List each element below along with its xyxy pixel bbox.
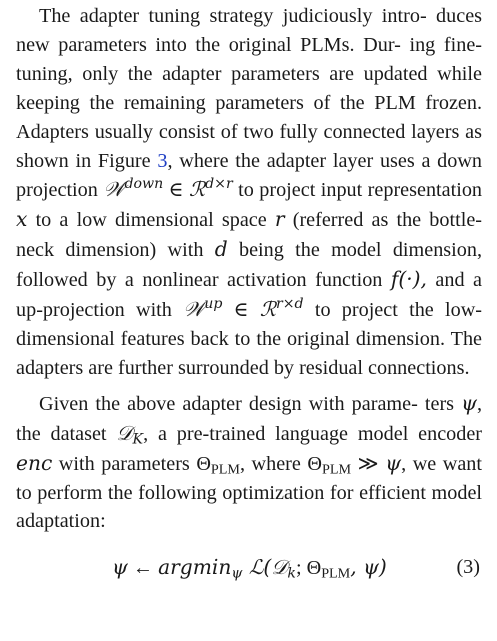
equation-3 <box>16 550 482 584</box>
text-line: updated while keeping the remaining parameters <box>16 62 482 114</box>
math-subscript: K <box>132 431 144 448</box>
math-argmin: argmin <box>158 555 232 580</box>
text-fragment: to project input representation <box>232 179 483 202</box>
text-line: where the adapter layer uses a down projection <box>16 149 483 202</box>
math-variable: r <box>274 207 285 232</box>
math-subscript: PLM <box>321 565 351 582</box>
math-separator: ; <box>295 557 307 580</box>
math-superscript: up <box>204 296 223 313</box>
math-theta: Θ <box>307 452 322 475</box>
math-theta: Θ <box>306 557 322 580</box>
math-subscript: ψ <box>231 565 243 582</box>
math-variable: x <box>16 207 28 232</box>
math-in-symbol: ∈ <box>163 179 189 202</box>
math-w-symbol: 𝒲 <box>183 297 205 322</box>
math-psi: ψ <box>461 390 477 415</box>
equation-body <box>112 550 387 585</box>
text-fragment: neck dimension) with <box>16 239 215 262</box>
text-fragment: , where <box>239 452 301 475</box>
text-fragment: , <box>167 149 173 172</box>
math-superscript: r×d <box>275 296 304 313</box>
math-r-symbol: ℛ <box>188 177 206 202</box>
math-dataset-symbol: 𝒟 <box>116 420 133 445</box>
text-line: the low-dimensional features back to the original <box>16 299 482 350</box>
text-fragment: , a pre-trained language <box>143 422 348 445</box>
math-fragment: , ψ) <box>350 555 387 580</box>
math-theta: Θ <box>196 452 211 475</box>
math-dataset-symbol: 𝒟 <box>271 555 288 580</box>
math-w-symbol: 𝒲 <box>103 177 125 202</box>
text-fragment: (referred as the bottle- <box>284 209 482 232</box>
text-fragment: , the dataset <box>16 392 482 445</box>
figure-reference-link[interactable]: 3 <box>157 149 168 172</box>
math-subscript: PLM <box>322 461 352 478</box>
text-fragment: followed by a nonlinear activation function <box>16 269 391 292</box>
math-in-symbol: ∈ <box>222 299 260 322</box>
math-psi: ψ <box>112 555 128 580</box>
math-r-symbol: ℛ <box>259 297 276 322</box>
text-line: of the PLM frozen. Adapters usually consist of <box>16 91 483 143</box>
paragraph-adapter-strategy <box>16 2 482 383</box>
text-fragment: being the model dimension, <box>227 239 482 262</box>
math-superscript: d×r <box>205 176 233 193</box>
math-psi: ψ <box>385 450 402 475</box>
text-line: Given the above adapter design with parame- <box>39 392 418 415</box>
math-variable: d <box>214 237 228 262</box>
math-arrow: ← <box>127 557 159 580</box>
text-fragment: to a low dimensional space <box>35 209 275 232</box>
math-much-greater-symbol: ≫ <box>351 452 386 475</box>
text-fragment: , we want to perform the following <box>16 452 483 504</box>
text-fragment: ters <box>424 392 462 415</box>
equation-number: (3) <box>456 556 480 579</box>
math-loss: ℒ( <box>242 555 272 580</box>
text-fragment: with parameters <box>52 452 197 475</box>
text-line: ing fine-tuning, only the adapter parameters are <box>16 33 483 85</box>
text-fragment: model encoder <box>357 422 483 445</box>
text-line: The adapter tuning strategy judiciously intro- <box>39 5 427 27</box>
text-line: dimension. The adapters are further surrounded by <box>16 327 483 379</box>
math-subscript: PLM <box>210 461 240 478</box>
text-fragment: to project <box>303 299 398 322</box>
math-function: f(·), <box>390 267 427 292</box>
math-subscript: k <box>287 565 296 582</box>
text-line: residual connections. <box>299 356 470 379</box>
text-line: duces new parameters into the original PLMs. Dur- <box>16 5 483 56</box>
text-fragment: and a up-projection with <box>16 269 483 322</box>
math-superscript: down <box>124 176 164 193</box>
text-line: two fully connected layers as shown in Figure <box>16 120 482 172</box>
text-line: optimization for efficient model adaptation: <box>16 481 483 533</box>
paragraph-optimization <box>16 389 482 537</box>
paper-page <box>16 2 482 584</box>
math-variable: enc <box>16 450 53 475</box>
